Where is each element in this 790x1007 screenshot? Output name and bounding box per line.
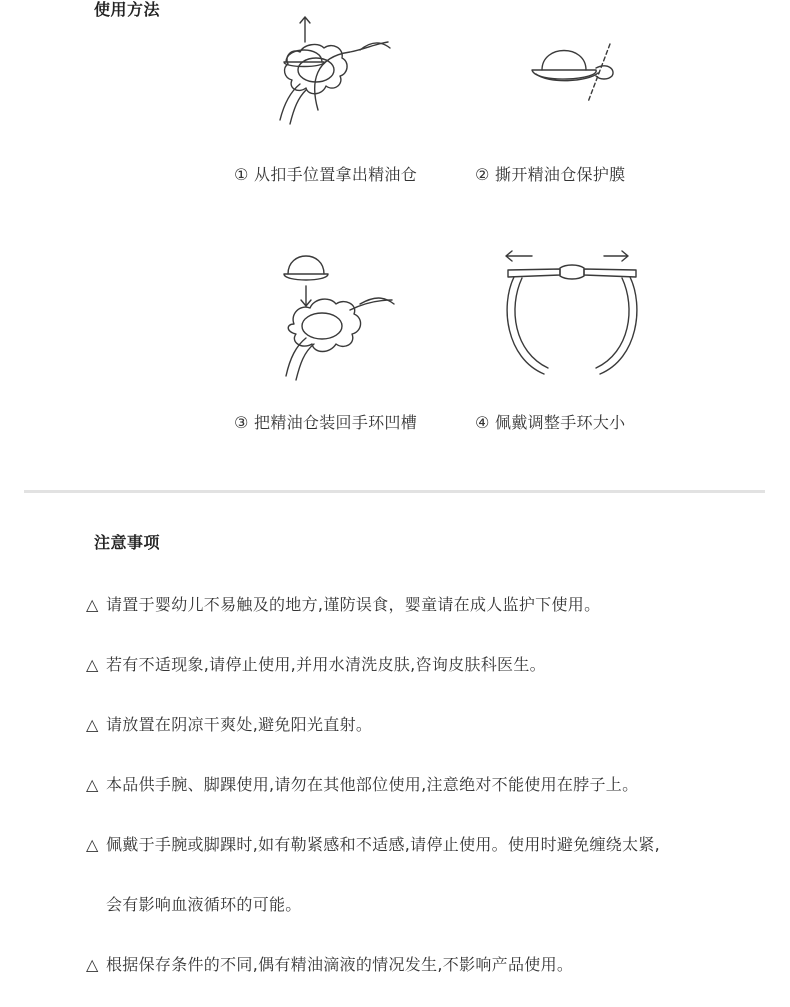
- warning-triangle-icon: △: [86, 655, 99, 674]
- insert-capsule-icon: [270, 252, 400, 382]
- warning-triangle-icon: △: [86, 715, 99, 734]
- step-3-illustration: [270, 252, 400, 382]
- note-text: 请置于婴幼儿不易触及的地方,谨防误食，婴童请在成人监护下使用。: [106, 595, 601, 614]
- note-text: 请放置在阴凉干爽处,避免阳光直射。: [106, 715, 373, 734]
- warning-triangle-icon: △: [86, 955, 99, 974]
- note-item-5: [86, 832, 660, 855]
- note-text: 若有不适现象,请停止使用,并用水清洗皮肤,咨询皮肤科医生。: [106, 655, 546, 674]
- note-text: 会有影响血液循环的可能。: [106, 895, 302, 914]
- remove-capsule-icon: [270, 12, 400, 127]
- step-2-illustration: [528, 40, 618, 105]
- section-divider: [24, 490, 765, 493]
- warning-triangle-icon: △: [86, 775, 99, 794]
- adjust-size-icon: [500, 246, 645, 381]
- usage-title: 使用方法: [94, 0, 161, 19]
- peel-film-icon: [528, 40, 618, 105]
- warning-triangle-icon: △: [86, 595, 99, 614]
- note-item-6: [86, 952, 573, 975]
- note-item-2: [86, 652, 546, 675]
- warning-triangle-icon: △: [86, 835, 99, 854]
- note-item-1: [86, 592, 600, 615]
- step-3-caption: ③ 把精油仓装回手环凹槽: [234, 413, 418, 432]
- step-2-caption: ② 撕开精油仓保护膜: [475, 165, 626, 184]
- note-text: 本品供手腕、脚踝使用,请勿在其他部位使用,注意绝对不能使用在脖子上。: [106, 775, 639, 794]
- notes-title: 注意事项: [94, 533, 161, 552]
- note-text: 佩戴于手腕或脚踝时,如有勒紧感和不适感,请停止使用。使用时避免缠绕太紧,: [106, 835, 661, 854]
- note-item-5-continued: [86, 892, 302, 915]
- step-4-illustration: [500, 246, 645, 381]
- step-1-caption: ① 从扣手位置拿出精油仓: [234, 165, 418, 184]
- note-item-3: [86, 712, 372, 735]
- step-4-caption: ④ 佩戴调整手环大小: [475, 413, 626, 432]
- note-item-4: [86, 772, 638, 795]
- note-text: 根据保存条件的不同,偶有精油滴液的情况发生,不影响产品使用。: [106, 955, 574, 974]
- step-1-illustration: [270, 12, 400, 127]
